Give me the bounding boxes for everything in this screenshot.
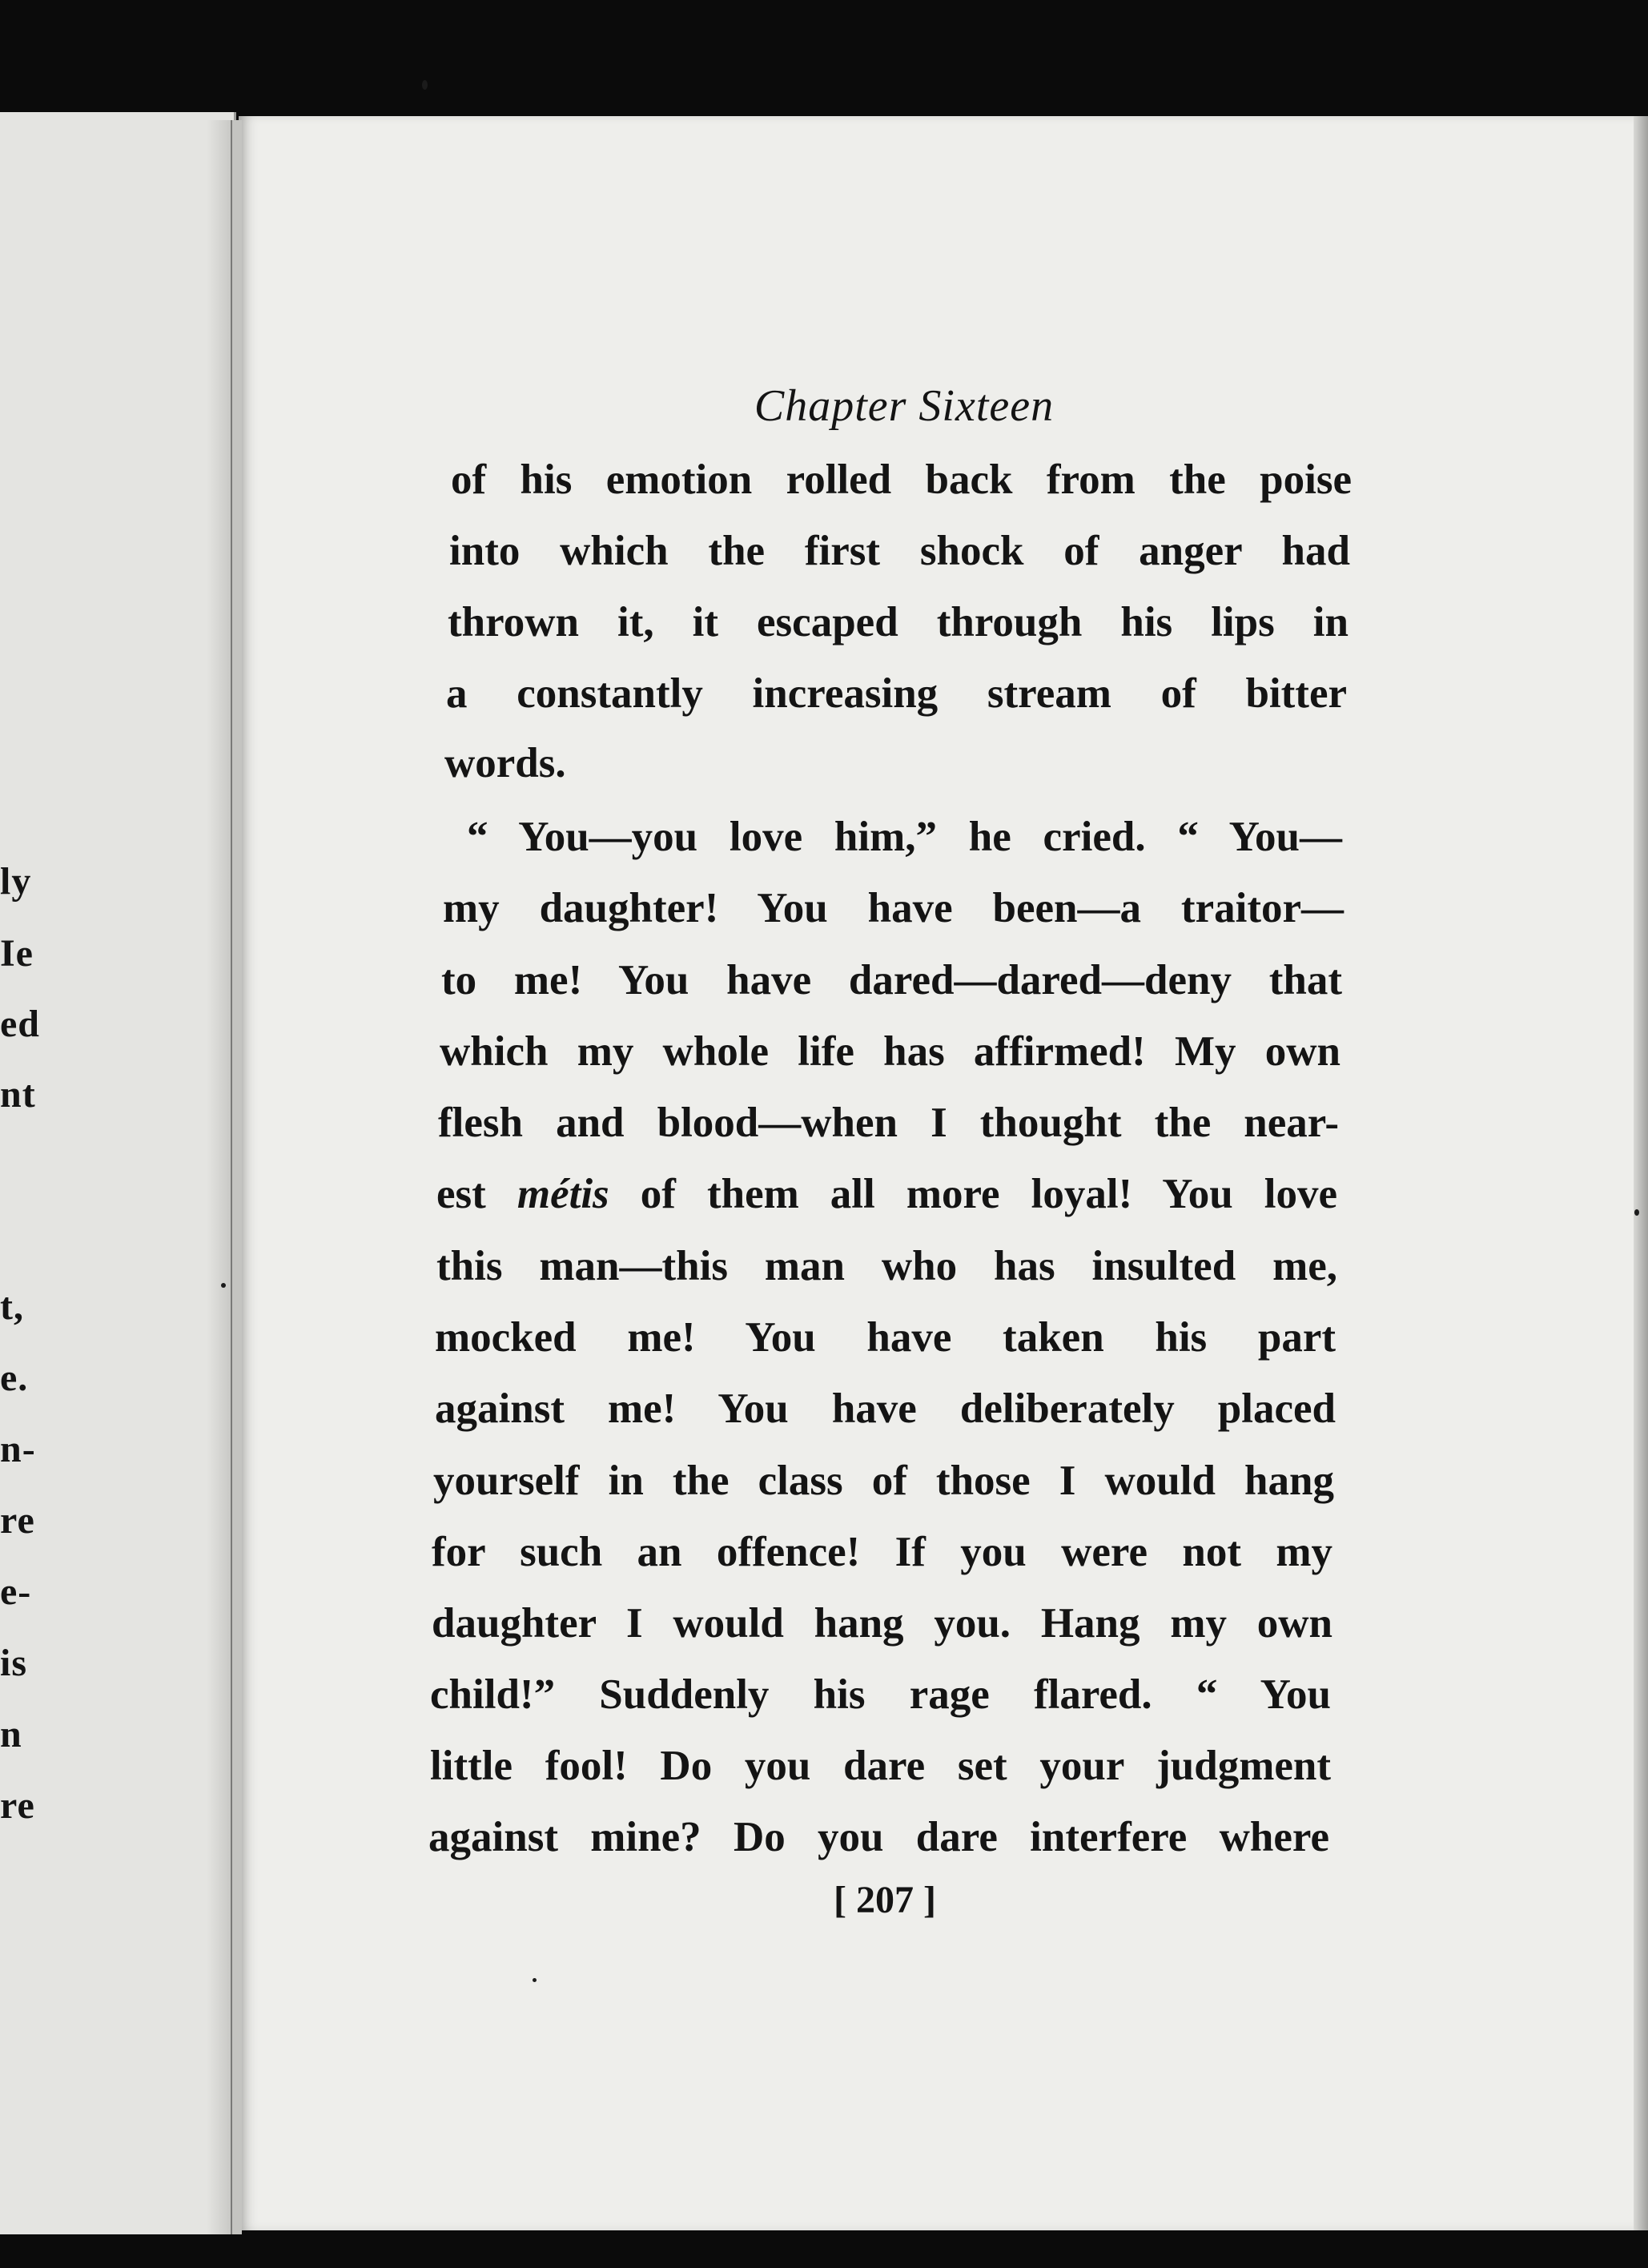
left-page-fragment: e. bbox=[0, 1357, 29, 1399]
left-page-fragment: re bbox=[0, 1784, 35, 1827]
left-page-fragment: re bbox=[0, 1499, 35, 1542]
scan-speck bbox=[422, 80, 428, 90]
body-text-line: words. bbox=[444, 740, 566, 786]
running-head: Chapter Sixteen bbox=[754, 381, 1055, 431]
left-page-fragment: ly bbox=[0, 860, 32, 903]
body-text-line: daughter I would hang you. Hang my own bbox=[432, 1600, 1332, 1647]
right-page-edge bbox=[1634, 116, 1648, 2230]
scan-speck bbox=[533, 1978, 537, 1982]
body-text-line: which my whole life has affirmed! My own bbox=[440, 1028, 1341, 1075]
left-page-fragment: is bbox=[0, 1642, 28, 1684]
body-text-line-with-italic bbox=[436, 1169, 1337, 1219]
body-text-line: for such an offence! If you were not my bbox=[432, 1529, 1332, 1575]
body-text-line: to me! You have dared—dared—deny that bbox=[441, 957, 1342, 1003]
left-page-fragment: n- bbox=[0, 1428, 36, 1470]
body-text-line: child!” Suddenly his rage flared. “ You bbox=[430, 1671, 1331, 1718]
line-text: of them all more loyal! You love bbox=[609, 1171, 1337, 1217]
scan-speck bbox=[1634, 1209, 1639, 1216]
scan-speck bbox=[221, 1283, 226, 1288]
body-text-line: yourself in the class of those I would hang bbox=[433, 1458, 1334, 1504]
body-text-line: little fool! Do you dare set your judgment bbox=[430, 1743, 1331, 1789]
body-text-line: against me! You have deliberately placed bbox=[435, 1385, 1336, 1432]
italic-word: métis bbox=[517, 1171, 609, 1217]
body-text-line: of his emotion rolled back from the poise bbox=[451, 456, 1352, 503]
body-text-line: against mine? Do you dare interfere where bbox=[428, 1814, 1329, 1860]
book-spine bbox=[231, 120, 242, 2234]
page-number: [ 207 ] bbox=[834, 1879, 936, 1921]
body-text-line: this man—this man who has insulted me, bbox=[436, 1243, 1337, 1289]
left-page-fragment: e- bbox=[0, 1570, 32, 1613]
line-text: est bbox=[436, 1171, 517, 1217]
body-text-line: into which the first shock of anger had bbox=[449, 528, 1350, 574]
body-text-line: thrown it, it escaped through his lips in bbox=[448, 599, 1349, 645]
body-text-line: mocked me! You have taken his part bbox=[435, 1314, 1336, 1361]
left-page-fragment: n bbox=[0, 1713, 22, 1755]
body-text-line: “ You—you love him,” he cried. “ You— bbox=[467, 814, 1342, 860]
body-text-line: flesh and blood—when I thought the near- bbox=[438, 1100, 1339, 1146]
left-page-fragment: ed bbox=[0, 1003, 40, 1045]
left-page-fragment: nt bbox=[0, 1073, 36, 1116]
left-page-fragment: t, bbox=[0, 1285, 24, 1328]
left-page-fragment: Ie bbox=[0, 932, 34, 975]
left-page-gutter bbox=[207, 120, 231, 2234]
body-text-line: a constantly increasing stream of bitter bbox=[446, 670, 1347, 717]
body-text-line: my daughter! You have been—a traitor— bbox=[443, 885, 1344, 931]
